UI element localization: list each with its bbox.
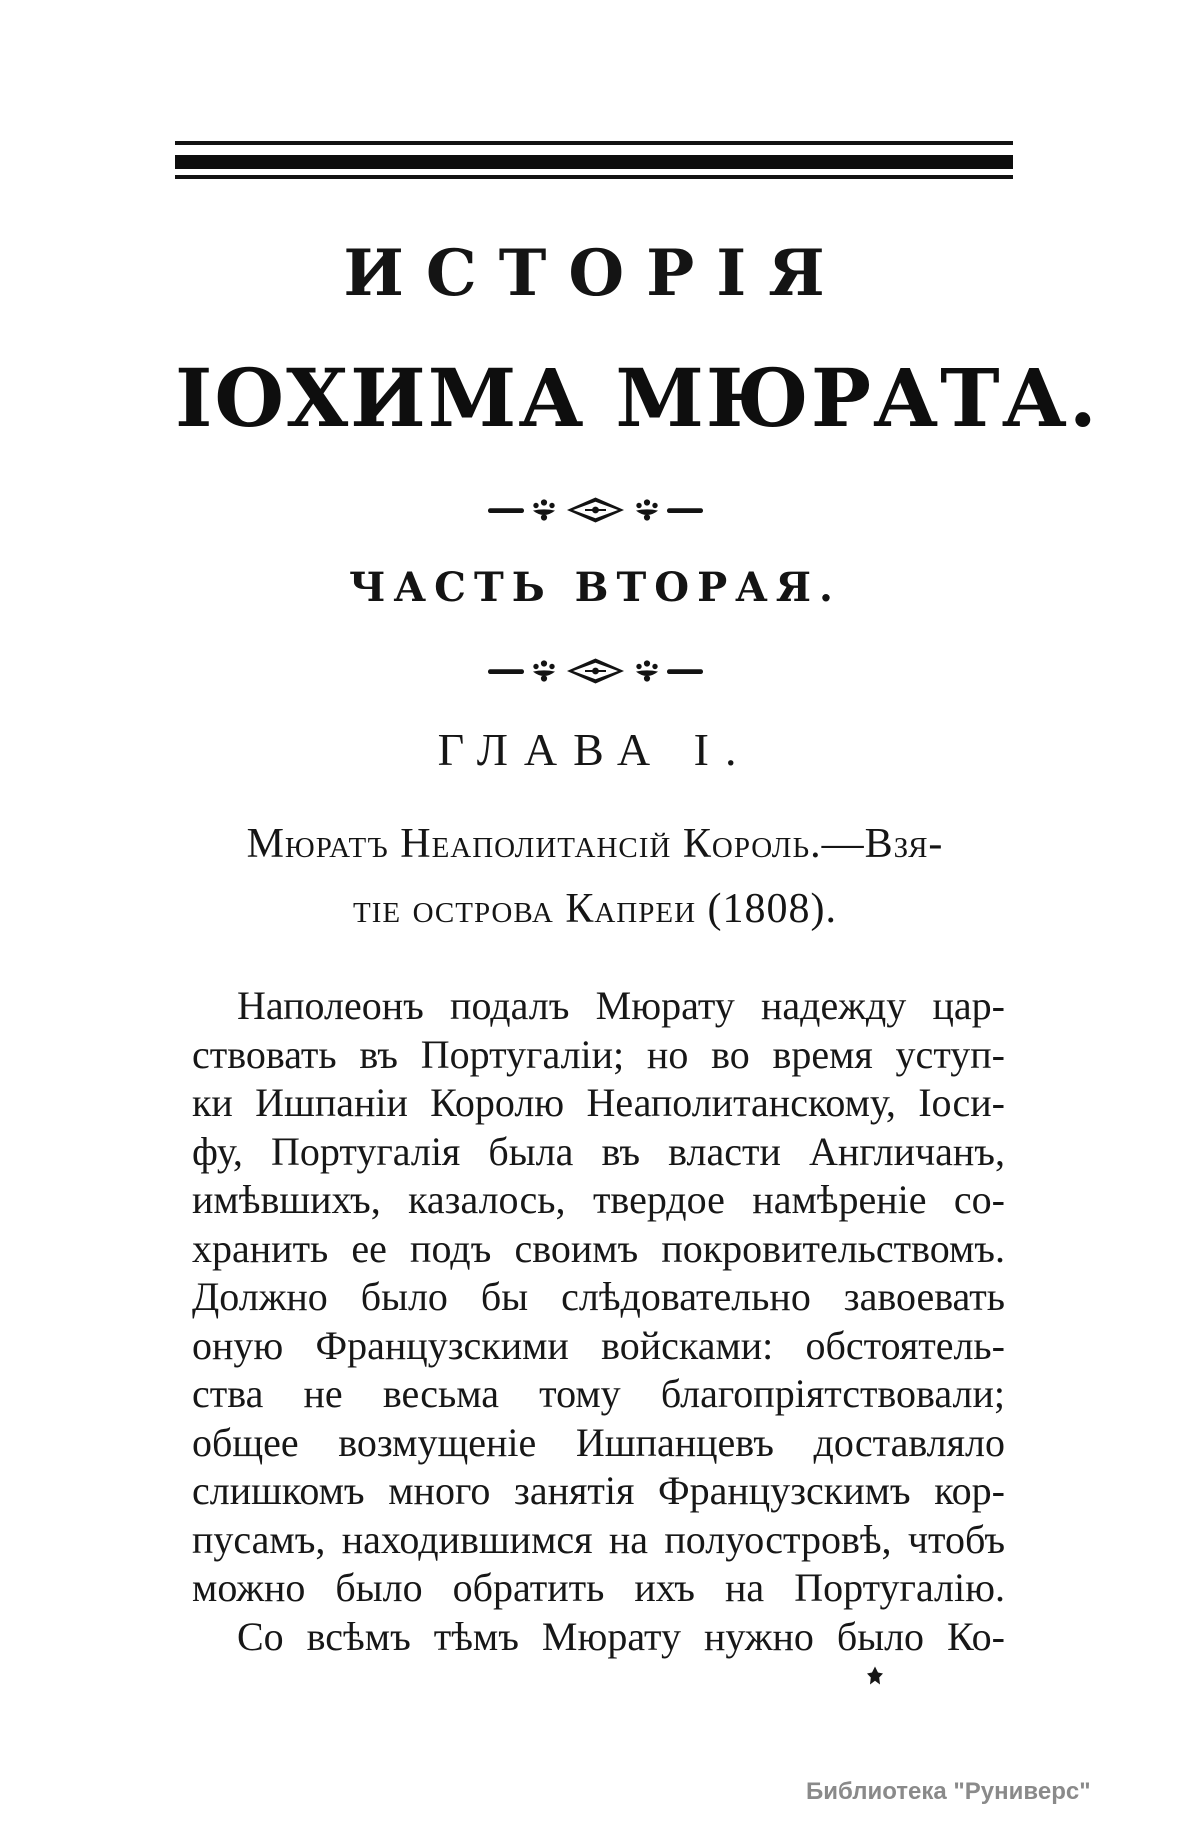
body-line: оную Французскими войсками: обстоятель- (192, 1322, 1005, 1368)
body-line: ства не весьма тому благопріятствовали; (192, 1371, 1005, 1416)
printers-mark-icon (866, 1666, 884, 1686)
chapter-heading: ГЛАВА I. (437, 724, 753, 775)
body-line: пусамъ, находившимся на полуостровѣ, чтобъ (192, 1516, 1005, 1562)
body-line: слишкомъ много занятія Французскимъ кор- (192, 1468, 1005, 1513)
body-line: фу, Португалія была въ власти Англичанъ, (192, 1128, 1005, 1174)
book-title: ІОХИМА МЮРАТА. (175, 351, 1099, 445)
chapter-subtitle (175, 812, 1015, 942)
library-watermark: Библиотека "Руниверс" (806, 1778, 1091, 1805)
body-line: хранить ее подъ своимъ покровительствомъ. (192, 1225, 1005, 1271)
body-text (192, 982, 1005, 1661)
chapter-subtitle-line-2: тіе острова Капреи (1808). (353, 886, 837, 932)
body-line: ки Ишпаніи Королю Неаполитанскому, Іоси- (192, 1080, 1005, 1125)
body-line: Со всѣмъ тѣмъ Мюрату нужно было Ко- (237, 1613, 1005, 1659)
body-line: Должно было бы слѣдовательно завоевать (192, 1274, 1005, 1319)
ornament-divider-icon (175, 497, 1015, 523)
body-line: можно было обратить ихъ на Португалію. (192, 1565, 1005, 1610)
body-line: Наполеонъ подалъ Мюрату надежду цар- (237, 983, 1005, 1028)
chapter-subtitle-line-1: Мюратъ Неаполитансій Король.—Взя- (246, 821, 944, 867)
header-rule (175, 141, 1013, 179)
body-line: имѣвшихъ, казалось, твердое намѣреніе со- (192, 1177, 1005, 1222)
body-line: ствовать въ Португаліи; но во время уступ- (192, 1031, 1005, 1077)
body-line: общее возмущеніе Ишпанцевъ доставляло (192, 1419, 1005, 1465)
part-heading: ЧАСТЬ ВТОРАЯ. (349, 564, 841, 611)
rule-thin-top (175, 141, 1013, 145)
rule-thin-bottom (175, 175, 1013, 179)
ornament-divider-icon (175, 658, 1015, 684)
book-title-kicker: ИСТОРІЯ (343, 236, 847, 311)
rule-thick (175, 155, 1013, 169)
